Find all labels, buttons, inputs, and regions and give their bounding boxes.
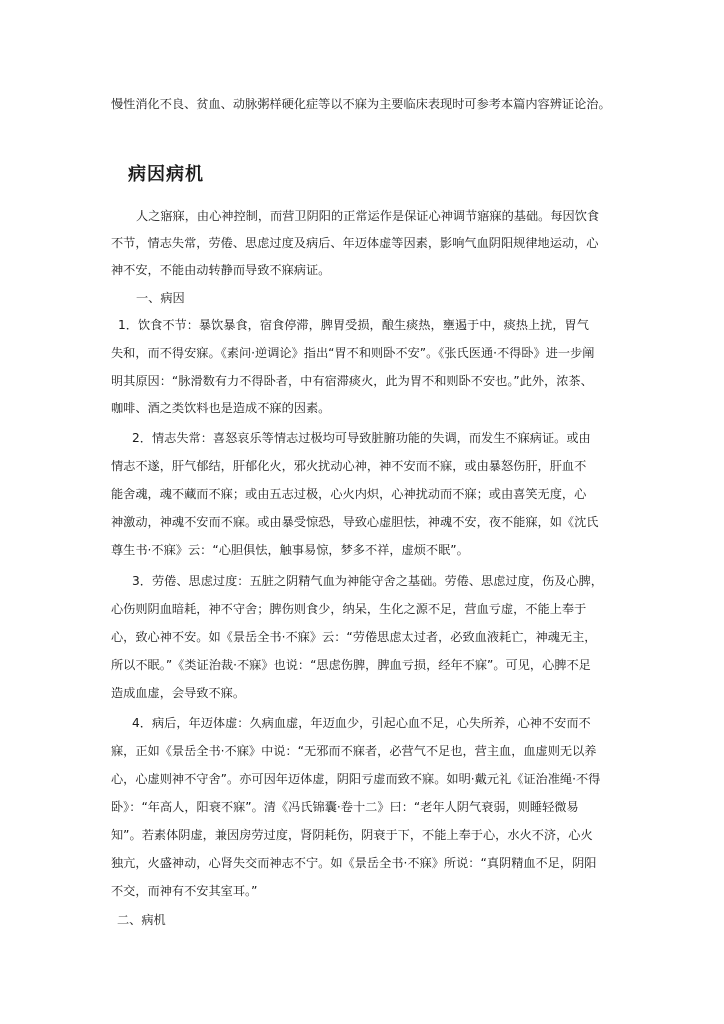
paragraph-line: 尊生书·不寐》云：“心胆俱怯，触事易惊，梦多不祥，虚烦不眠”。 — [111, 543, 469, 557]
paragraph-line: 卧》：“年高人，阳衰不寐”。清《冯氏锦囊·卷十二》曰：“老年人阴气衰弱，则睡轻微易 — [111, 800, 579, 814]
paragraph-line: 人之寤寐，由心神控制，而营卫阴阳的正常运作是保证心神调节寤寐的基础。每因饮食 — [136, 209, 600, 223]
paragraph-line: 4．病后，年迈体虚：久病血虚，年迈血少，引起心血不足，心失所养，心神不安而不 — [132, 716, 591, 730]
paragraph-line: 3．劳倦、思虑过度：五脏之阴精气血为神能守舍之基础。劳倦、思虑过度，伤及心脾， — [132, 574, 603, 588]
paragraph-line: 不节，情志失常，劳倦、思虑过度及病后、年迈体虚等因素，影响气血阴阳规律地运动，心 — [111, 236, 599, 250]
paragraph-line: 情志不遂，肝气郁结，肝郁化火，邪火扰动心神，神不安而不寐，或由暴怒伤肝，肝血不 — [111, 459, 587, 473]
paragraph-line: 能舍魂，魂不藏而不寐；或由五志过极，心火内炽，心神扰动而不寐；或由喜笑无度，心 — [111, 487, 587, 501]
paragraph-line: 咖啡、酒之类饮料也是造成不寐的因素。 — [111, 401, 331, 415]
paragraph-line: 所以不眠。”《类证治裁·不寐》也说：“思虑伤脾，脾血亏损，经年不寐”。可见，心脾不足 — [111, 658, 591, 672]
paragraph-line: 2．情志失常：喜怒哀乐等情志过极均可导致脏腑功能的失调，而发生不寐病证。或由 — [132, 431, 591, 445]
paragraph-line: 心，致心神不安。如《景岳全书·不寐》云：“劳倦思虑太过者，必致血液耗亡，神魂无主， — [111, 630, 597, 644]
paragraph-line: 独亢，火盛神动，心肾失交而神志不宁。如《景岳全书·不寐》所说：“真阴精血不足，阴阳 — [111, 856, 597, 870]
paragraph-line: 心，心虚则神不守舍”。亦可因年迈体虚，阴阳亏虚而致不寐。如明·戴元礼《证治准绳·不得 — [111, 772, 601, 786]
paragraph-line: 神不安，不能由动转静而导致不寐病证。 — [111, 263, 331, 277]
paragraph-line: 寐，正如《景岳全书·不寐》中说：“无邪而不寐者，必营气不足也，营主血，血虚则无以养 — [111, 744, 597, 758]
section-heading: 病因病机 — [128, 164, 204, 185]
paragraph-line: 明其原因：“脉滑数有力不得卧者，中有宿滞痰火，此为胃不和则卧不安也。”此外，浓茶、 — [111, 374, 593, 388]
paragraph-line: 知”。若素体阴虚，兼因房劳过度，肾阴耗伤，阴衰于下，不能上奉于心，水火不济，心火 — [111, 828, 593, 842]
paragraph-line: 1．饮食不节：暴饮暴食，宿食停滞，脾胃受损，酿生痰热，壅遏于中，痰热上扰，胃气 — [118, 318, 589, 332]
paragraph-line: 心伤则阴血暗耗，神不守舍；脾伤则食少，纳呆，生化之源不足，营血亏虚，不能上奉于 — [111, 602, 587, 616]
paragraph-line: 造成血虚，会导致不寐。 — [111, 686, 246, 700]
subsection-heading: 一、病因 — [136, 291, 185, 305]
paragraph-line: 神激动，神魂不安而不寐。或由暴受惊恐，导致心虚胆怯，神魂不安，夜不能寐，如《沈氏 — [111, 515, 599, 529]
paragraph-line: 不交，而神有不安其室耳。” — [111, 884, 258, 898]
paragraph-line: 失和，而不得安寐。《素问·逆调论》指出“胃不和则卧不安”。《张氏医通·不得卧》进一步阐 — [111, 346, 595, 360]
text-line: 慢性消化不良、贫血、动脉粥样硬化症等以不寐为主要临床表现时可参考本篇内容辨证论治。 — [111, 97, 611, 111]
subsection-heading: 二、病机 — [117, 913, 166, 927]
